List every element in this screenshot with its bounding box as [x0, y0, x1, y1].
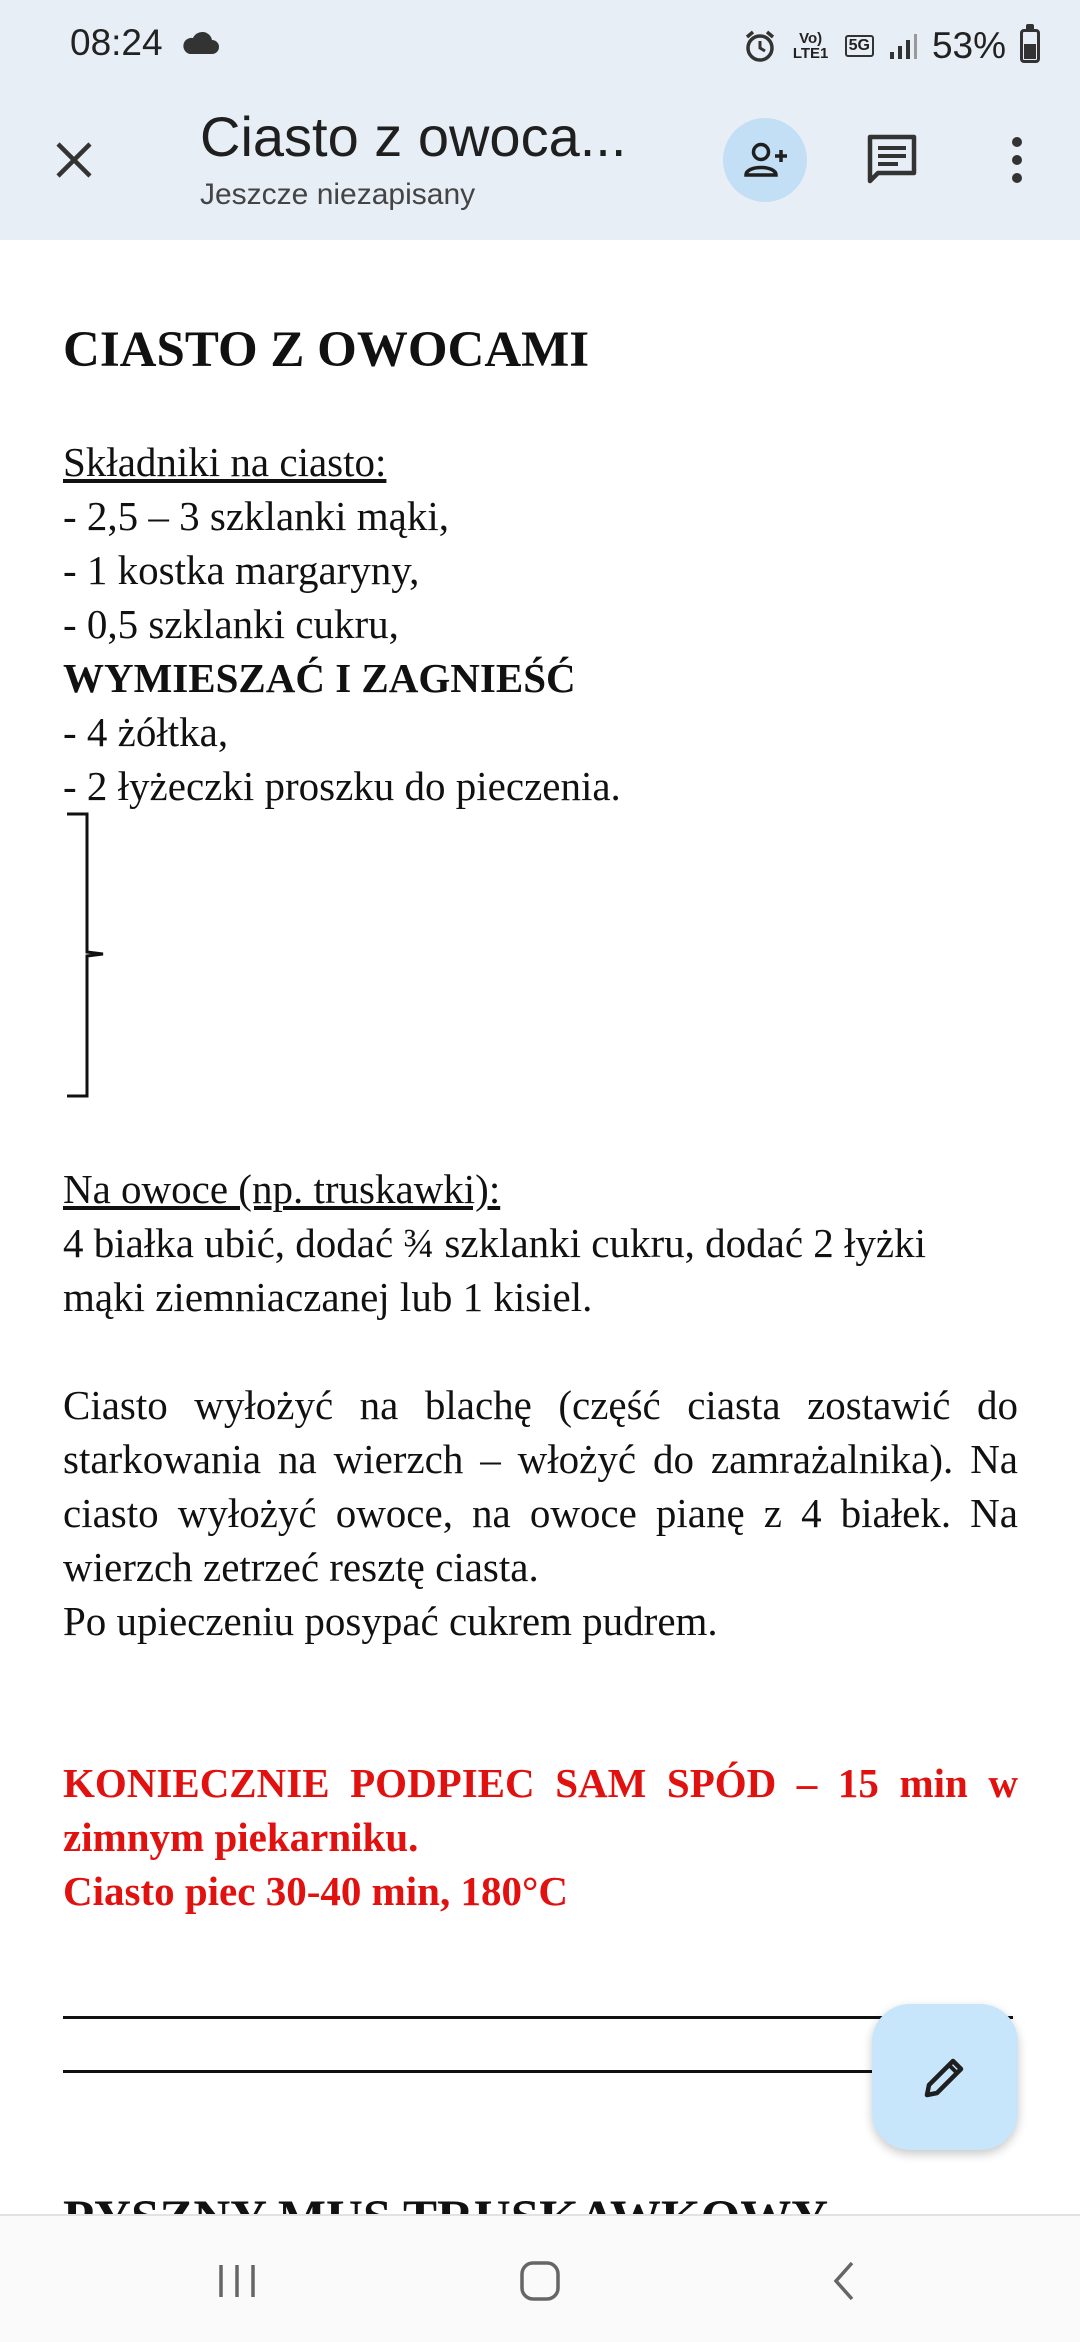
ingredient-line: - 0,5 szklanki cukru, [63, 601, 399, 647]
alarm-icon [743, 29, 777, 63]
ingredient-line: - 2 łyżeczki proszku do pieczenia. [63, 763, 621, 809]
back-icon [828, 2259, 858, 2303]
fruit-text: 4 białka ubić, dodać ¾ szklanki cukru, dodać 2 łyżki mąki ziemniaczanej lub 1 kisiel. [63, 1220, 927, 1320]
recents-icon [215, 2261, 259, 2301]
ingredients-header: Składniki na ciasto: [63, 439, 387, 485]
home-icon [518, 2259, 562, 2303]
status-time: 08:24 [70, 22, 163, 63]
status-right [743, 22, 1040, 70]
close-button[interactable] [38, 124, 110, 196]
back-button[interactable] [808, 2246, 878, 2316]
save-status: Jeszcze niezapisany [200, 178, 476, 211]
document-title[interactable]: Ciasto z owoca... [200, 105, 627, 168]
volte-label: Vo) LTE1 [792, 30, 829, 62]
top-bar [0, 0, 1080, 240]
ingredients-section [63, 435, 1018, 813]
recipe-heading: CIASTO Z OWOCAMI [63, 322, 590, 378]
edit-button[interactable] [872, 2004, 1018, 2150]
pencil-icon [919, 2051, 971, 2103]
separator-line [63, 2016, 1013, 2019]
recents-button[interactable] [202, 2246, 272, 2316]
curly-brace-drawing [63, 812, 111, 1098]
home-button[interactable] [505, 2246, 575, 2316]
comment-icon [864, 133, 920, 187]
ingredient-line: - 4 żółtka, [63, 709, 229, 755]
document-body[interactable] [63, 240, 1018, 2240]
method-section [63, 1378, 1018, 1648]
method-text: Ciasto wyłożyć na blachę (część ciasta zostawić do starkowania na wierzch – włożyć do zamrażalnika). Na ciasto wyłożyć owoce, na owoce pianę z 4 białek. Na wierzch zetrzeć resztę ciasta. [63, 1382, 1018, 1590]
status-bar [0, 0, 1080, 92]
comments-button[interactable] [850, 118, 934, 202]
network-type-label: 5G [845, 35, 874, 57]
ingredient-line: - 2,5 – 3 szklanki mąki, [63, 493, 450, 539]
app-bar [0, 92, 1080, 240]
close-icon [52, 138, 96, 182]
mix-instruction: WYMIESZAĆ I ZAGNIEŚĆ [63, 655, 576, 701]
separator-line [63, 2070, 883, 2073]
warning-underbake: KONIECZNIE PODPIEC SAM SPÓD – 15 min w zimnym piekarniku. [63, 1760, 1018, 1860]
ingredient-line: - 1 kostka margaryny, [63, 547, 420, 593]
warning-bake-time: Ciasto piec 30-40 min, 180°C [63, 1868, 568, 1914]
battery-icon [1020, 29, 1040, 63]
fruit-header: Na owoce (np. truskawki): [63, 1166, 501, 1212]
share-button[interactable] [723, 118, 807, 202]
more-vert-icon [1009, 136, 1025, 184]
warning-section [63, 1756, 1018, 1918]
fruit-section [63, 1162, 1018, 1324]
signal-icon [888, 31, 918, 61]
add-person-icon [741, 140, 789, 180]
finish-text: Po upieczeniu posypać cukrem pudrem. [63, 1598, 718, 1644]
navigation-bar [0, 2214, 1080, 2342]
more-options-button[interactable] [985, 118, 1049, 202]
battery-percent: 53% [931, 25, 1006, 66]
cloud-icon [180, 30, 220, 56]
